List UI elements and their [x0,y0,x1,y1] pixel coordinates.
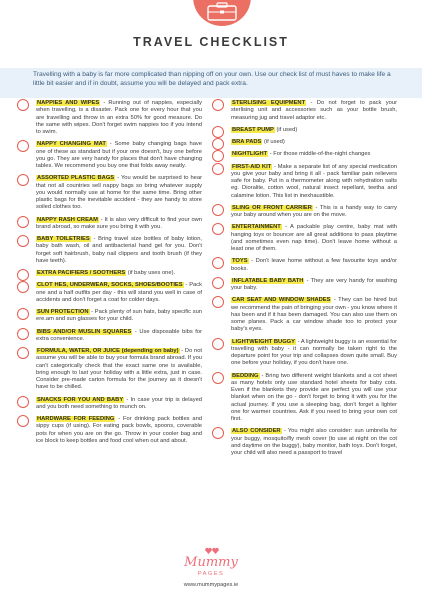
checklist-item [36,348,202,392]
checkbox[interactable] [212,427,224,439]
hearts-logo-icon [205,547,219,555]
item-label: ENTERTAINMENT [232,224,281,231]
item-description: (if used) [262,139,285,145]
checkbox[interactable] [212,372,224,384]
item-text [231,139,397,146]
item-text [36,329,202,344]
item-description: - For drinking pack bottles and sippy cups (if using). For eating pack bowls, spoons, coverable pots for when you are on the go. Throw in your cooler bag and ice block to keep bottles and food cool when out and about. [36,416,202,444]
checkbox[interactable] [17,216,29,228]
item-description: - Bring travel size bottles of baby lotion, baby bath wash, oil and antibacterial hand gel for you. Don't forget soft hairbrush, baby nail clippers and tooth brush (if they have teeth). [36,236,203,264]
checkbox[interactable] [17,235,29,247]
checklist-item [231,428,397,457]
checkbox[interactable] [212,277,224,289]
checklist-item [231,258,397,273]
item-label: HARDWARE FOR FEEDING [37,416,115,422]
item-label: NIGHTLIGHT [232,151,268,158]
item-text [36,270,202,277]
checkbox[interactable] [17,174,29,186]
checkbox[interactable] [212,338,224,350]
brand-logo-sub: PAGES [197,571,225,577]
item-label: FIRST-AID KIT [232,163,272,170]
checkbox[interactable] [212,126,224,138]
item-description: - Don't leave home without a few favourite toys and/or books. [231,258,397,272]
item-description: - This is a handy way to carry your baby around when you are on the move. [231,204,397,218]
item-label: CAR SEAT AND WINDOW SHADES [232,297,331,304]
checkbox[interactable] [17,99,29,111]
item-text [36,236,202,265]
item-description: - Make a separate list of any special medication you give your baby and bring it all - pack familiar pain relievers safe for baby. Put in a thermometer along with rehydration salts eg. Dioralite, cotton wool, natural insect repellant, teetha and calamine lotion. This list in inexhaustible. [231,163,397,199]
checkbox[interactable] [212,163,224,175]
item-text [36,217,202,232]
brand-logo: Mummy [184,555,238,570]
checklist-item [231,339,397,368]
item-text [231,224,397,253]
checklist-item [36,217,202,232]
item-label: NAPPY CHANGING MAT [37,141,106,148]
item-text [231,258,397,273]
item-label: BIBS AND/OR MUSLIN SQUARES [37,328,132,335]
checklist-item [231,164,397,200]
item-label: SLING OR FRONT CARRIER [232,204,312,211]
item-label: BRA PADS [232,139,262,145]
item-label: EXTRA PACIFIERS / SOOTHERS [37,270,126,276]
checkbox[interactable] [17,281,29,293]
checkbox[interactable] [17,308,29,320]
item-label: CLOT HES, UNDERWEAR, SOCKS, SHOES/BOOTIES [37,282,183,289]
checklist-item [231,224,397,253]
item-text [231,127,397,134]
item-label: SNACKS FOR YOU AND BABY [37,396,124,403]
item-description: - Running out of nappies, especially when travelling, is a disaster. Pack one for every hour that you are travelling and throw in an extra 50% for good measure. Do the same with wipes. Don't forget swim nappies too if you intend to swim. [36,100,202,135]
checkbox[interactable] [212,257,224,269]
item-description: - In case your trip is delayed and you both need something to munch on. [36,396,202,410]
checkbox[interactable] [17,396,29,408]
item-text [231,151,397,158]
suitcase-icon [206,2,238,22]
item-label: ASSORTED PLASTIC BAGS [37,175,115,182]
item-text [36,416,202,445]
checklist-item [36,270,202,277]
checklist-item [231,139,397,146]
item-text [231,278,397,293]
checkbox[interactable] [212,99,224,111]
item-description: (if baby uses one). [126,270,176,276]
checklist-item [36,397,202,412]
checkbox[interactable] [212,204,224,216]
item-description: - Do not forget to pack your sterlising unit and accessories such as your bottle brush, measuring jug and travel adaptor etc. [231,100,397,121]
checkbox[interactable] [17,269,29,281]
checklist-item [36,329,202,344]
item-label: BEDDING [232,372,259,379]
item-label: FORMULA, WATER, OR JUICE (depending on baby) [37,348,179,354]
item-description: - Pack plenty of sun hats, baby specific sun ere.am and sun glasses for your child. [36,309,202,323]
checklist-item [231,151,397,158]
left-checklist [36,100,202,450]
right-checklist [231,100,397,462]
item-description: - Do not assume you will be able to buy your formula brand abroad. If you can't categorically check that the exact same one is available, bring enough to last your holiday with a little extra, just in case. Consider pre-made carton formula for the journey as it doesn't have to be chilled. [36,348,202,391]
item-description: - Use disposable bibs for extra convenience. [36,328,202,342]
item-text [231,373,397,424]
checklist-item [231,100,397,122]
checkbox[interactable] [17,347,29,359]
checklist-item [36,416,202,445]
checkbox[interactable] [212,138,224,150]
item-text [231,164,397,200]
item-label: STERLISING EQUIPMENT [232,100,306,106]
checkbox[interactable] [17,140,29,152]
checklist-item [36,100,202,136]
item-text [231,205,397,220]
item-description: (if used) [274,126,298,133]
item-text [36,397,202,412]
item-description: - A lightweight buggy is an essential for travelling with baby - it can normally be taken right to the departure point for your trip and collapses down quite small. Buy one before your holiday, if you don't have one. [231,338,398,367]
item-description: - Bring two different weight blankets and a cot sheet as many hotels only use standard hotel sheets for baby cots. Even if the blankets they provide are perfect you will use your blanket when on the go - don't forget to bring it with you for the actual journey. If you use a sleeping bag, don't forget a lighter one for warmer countries. Ask if you need to bring your own cot first. [231,372,397,422]
item-description: - Pack one and a half outfits per day - this will stand you well in case of accidents and don't forget a coat for colder days. [36,282,202,303]
item-description: - They can be hired but we recommend the pain of bringing your own - you know where it has been and if it has been damaged. You can also use them on some planes. Pack a car window shade too to protect your baby's eyes. [231,297,397,333]
item-text [231,339,397,368]
intro-text: Travelling with a baby is far more complicated than nipping off on your own. Use our check list of must haves to make life a little bit easier and if in doubt, assume you will be delayed and pack extra. [33,71,391,87]
checklist-item [36,141,202,170]
item-label: ALSO CONSIDER [232,428,281,435]
checklist-item [231,278,397,293]
checkbox[interactable] [212,150,224,162]
checkbox[interactable] [17,328,29,340]
item-label: NAPPIES AND WIPES [37,100,100,106]
checkbox[interactable] [212,223,224,235]
item-description: - A packable play centre, baby mat with hanging toys or bouncer are all great additions to pass playtime (and sometimes even nap time). Don't leave home without a least one of them. [231,224,397,252]
item-description: - They are very handy for washing your baby. [231,277,397,291]
item-text [231,428,397,457]
item-text [36,282,202,304]
item-label: TOYS [232,258,248,265]
website-url[interactable]: www.mummypages.ie [183,582,239,588]
item-label: BABY TOILETRIES [37,236,90,242]
item-description: - You would be surprised to hear that not all countries sell nappy bags so bring whatever supply you would normally use at home for the same time. Bring other plastic bags for the inevitable accident - they are handy to store soiled clothes too. [36,175,202,211]
item-text [231,297,397,333]
item-description: - Some baby changing bags have one of these as standard but if your one doesn't, buy one before you go. They are very handy for places that don't have changing tables. We recommend you buy one that folds away neatly. [36,141,202,169]
checklist-item [36,309,202,324]
item-text [36,175,202,211]
checklist-item [36,236,202,265]
checkbox[interactable] [212,296,224,308]
item-description: - You might also consider: sun umbrella for your buggy, mosquito/fly mesh cover (to use at night on the cot and daytime on the buggy), baby monitor, bath toys. Don't forget, your child will also need a passport to travel [231,428,397,456]
item-label: BREAST PUMP [232,126,274,133]
item-text [231,100,397,122]
item-text [36,100,202,136]
item-text [36,348,202,392]
checkbox[interactable] [17,415,29,427]
item-text [36,141,202,170]
item-text [36,309,202,324]
item-label: SUN PROTECTION [37,309,89,315]
checklist-item [231,127,397,134]
item-label: NAPPY RASH CREAM [37,216,98,223]
item-label: INFLATABLE BABY BATH [232,277,304,284]
checklist-item [36,282,202,304]
page-title: TRAVEL CHECKLIST [133,35,289,49]
item-label: LIGHTWEIGHT BUGGY [232,338,295,345]
checklist-item [231,373,397,424]
checklist-item [36,175,202,211]
checklist-item [231,297,397,333]
item-description: - It is also very difficult to find your own brand abroad, so make sure you bring it with you. [36,216,202,230]
item-description: - For those middle-of-the-night changes [268,151,371,158]
checklist-item [231,205,397,220]
